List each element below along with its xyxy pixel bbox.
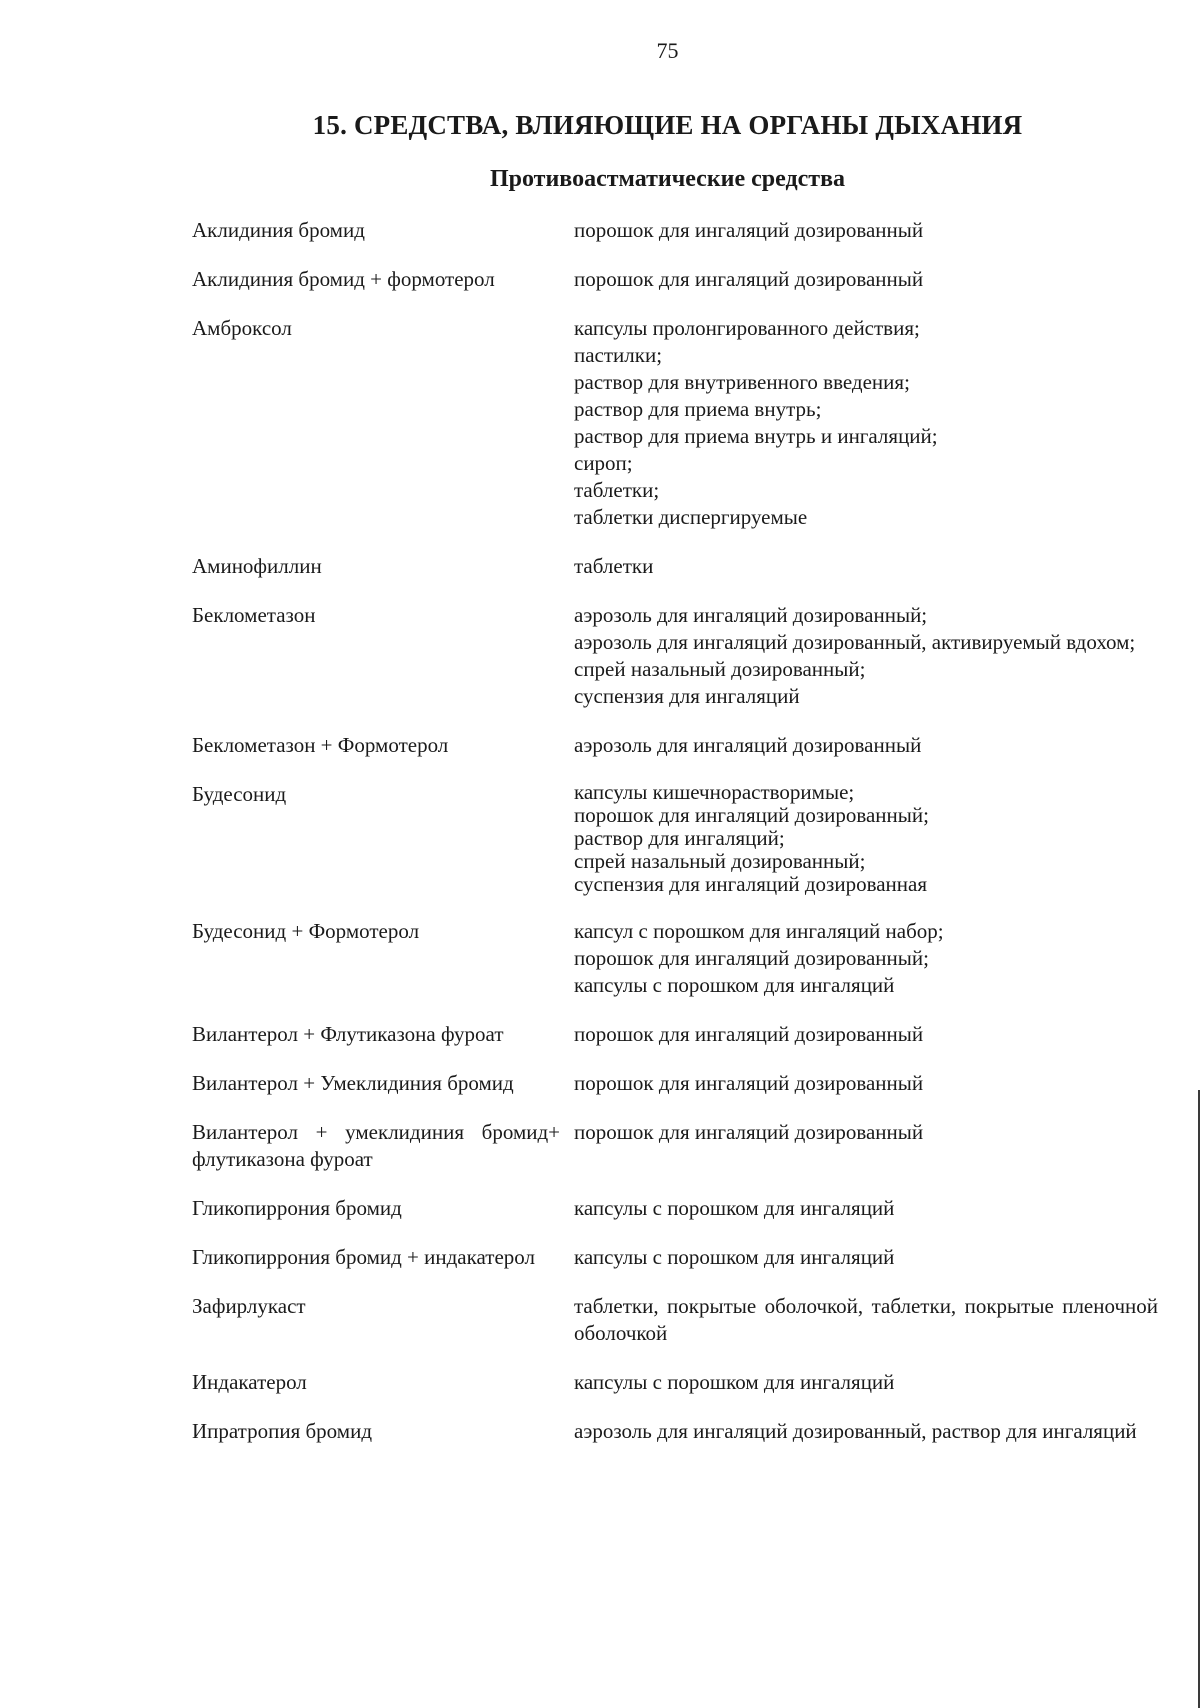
drug-entry bbox=[192, 1195, 1158, 1222]
drug-name: Вилантерол + умеклидиния бромид+ флутиказона фуроат bbox=[192, 1120, 560, 1171]
drug-entry bbox=[192, 1418, 1158, 1445]
dosage-form: аэрозоль для ингаляций дозированный, активируемый вдохом; bbox=[574, 630, 1136, 654]
drug-name: Будесонид bbox=[192, 782, 287, 806]
drug-name: Гликопиррония бромид bbox=[192, 1196, 402, 1220]
dosage-form: спрей назальный дозированный; bbox=[574, 849, 866, 873]
drug-name: Беклометазон bbox=[192, 603, 316, 627]
drug-name: Индакатерол bbox=[192, 1370, 307, 1394]
dosage-forms bbox=[574, 1369, 1158, 1396]
dosage-form: раствор для приема внутрь; bbox=[574, 397, 822, 421]
dosage-form: порошок для ингаляций дозированный; bbox=[574, 946, 929, 970]
dosage-form: суспензия для ингаляций дозированная bbox=[574, 872, 928, 896]
dosage-form: аэрозоль для ингаляций дозированный bbox=[574, 733, 922, 757]
section-title: 15. СРЕДСТВА, ВЛИЯЮЩИЕ НА ОРГАНЫ ДЫХАНИЯ bbox=[312, 110, 1023, 140]
drug-name: Ипратропия бромид bbox=[192, 1419, 372, 1443]
dosage-form: раствор для внутривенного введения; bbox=[574, 370, 910, 394]
dosage-forms bbox=[574, 1070, 1158, 1097]
dosage-forms bbox=[574, 1021, 1158, 1048]
drug-entry bbox=[192, 1021, 1158, 1048]
dosage-forms bbox=[574, 602, 1158, 710]
dosage-form: сироп; bbox=[574, 451, 633, 475]
dosage-forms bbox=[574, 781, 1158, 896]
drug-name: Вилантерол + Флутиказона фуроат bbox=[192, 1022, 504, 1046]
drug-entry bbox=[192, 1244, 1158, 1271]
drug-name: Аклидиния бромид bbox=[192, 218, 365, 242]
drug-name: Аминофиллин bbox=[192, 554, 322, 578]
drug-name: Вилантерол + Умеклидиния бромид bbox=[192, 1071, 514, 1095]
dosage-form: спрей назальный дозированный; bbox=[574, 657, 866, 681]
dosage-forms bbox=[574, 266, 1158, 293]
dosage-form: раствор для ингаляций; bbox=[574, 826, 785, 850]
dosage-form: порошок для ингаляций дозированный bbox=[574, 1120, 924, 1144]
drug-name: Амброксол bbox=[192, 316, 292, 340]
drug-entry bbox=[192, 1369, 1158, 1396]
dosage-forms bbox=[574, 1293, 1158, 1347]
subsection-title: Противоастматические средства bbox=[489, 166, 846, 192]
dosage-form: порошок для ингаляций дозированный bbox=[574, 267, 924, 291]
drug-name: Беклометазон + Формотерол bbox=[192, 733, 449, 757]
dosage-forms bbox=[574, 1244, 1158, 1271]
dosage-forms bbox=[574, 918, 1158, 999]
dosage-forms bbox=[574, 1195, 1158, 1222]
dosage-form: капсулы пролонгированного действия; bbox=[574, 316, 920, 340]
dosage-forms bbox=[574, 1418, 1158, 1445]
drug-entry bbox=[192, 315, 1158, 531]
dosage-forms bbox=[574, 1119, 1158, 1173]
dosage-form: порошок для ингаляций дозированный; bbox=[574, 803, 929, 827]
dosage-form: порошок для ингаляций дозированный bbox=[574, 1071, 924, 1095]
drug-entry bbox=[192, 1119, 1158, 1173]
dosage-form: капсул с порошком для ингаляций набор; bbox=[574, 919, 944, 943]
dosage-form: капсулы с порошком для ингаляций bbox=[574, 973, 895, 997]
dosage-form: аэрозоль для ингаляций дозированный; bbox=[574, 603, 928, 627]
dosage-form: суспензия для ингаляций bbox=[574, 684, 800, 708]
dosage-form: порошок для ингаляций дозированный bbox=[574, 218, 924, 242]
drug-entry bbox=[192, 266, 1158, 293]
dosage-form: капсулы с порошком для ингаляций bbox=[574, 1370, 895, 1394]
dosage-form: порошок для ингаляций дозированный bbox=[574, 1022, 924, 1046]
dosage-form: таблетки bbox=[574, 554, 654, 578]
drug-name: Зафирлукаст bbox=[192, 1294, 306, 1318]
drug-entry bbox=[192, 553, 1158, 580]
dosage-form: капсулы кишечнорастворимые; bbox=[574, 780, 855, 804]
drug-entry bbox=[192, 1070, 1158, 1097]
drug-entry bbox=[192, 781, 1158, 896]
dosage-form: таблетки, покрытые оболочкой, таблетки, покрытые пленочной оболочкой bbox=[574, 1294, 1158, 1345]
dosage-form: капсулы с порошком для ингаляций bbox=[574, 1196, 895, 1220]
dosage-form: таблетки диспергируемые bbox=[574, 505, 808, 529]
dosage-forms bbox=[574, 553, 1158, 580]
drug-list bbox=[192, 217, 1158, 1467]
dosage-form: капсулы с порошком для ингаляций bbox=[574, 1245, 895, 1269]
drug-name: Аклидиния бромид + формотерол bbox=[192, 267, 495, 291]
drug-entry bbox=[192, 602, 1158, 710]
drug-name: Гликопиррония бромид + индакатерол bbox=[192, 1245, 535, 1269]
dosage-form: таблетки; bbox=[574, 478, 660, 502]
drug-entry bbox=[192, 732, 1158, 759]
dosage-form: аэрозоль для ингаляций дозированный, раствор для ингаляций bbox=[574, 1419, 1137, 1443]
dosage-forms bbox=[574, 217, 1158, 244]
drug-entry bbox=[192, 217, 1158, 244]
page-number: 75 bbox=[656, 38, 679, 63]
dosage-forms bbox=[574, 315, 1158, 531]
drug-entry bbox=[192, 1293, 1158, 1347]
dosage-form: раствор для приема внутрь и ингаляций; bbox=[574, 424, 938, 448]
drug-name: Будесонид + Формотерол bbox=[192, 919, 420, 943]
dosage-form: пастилки; bbox=[574, 343, 663, 367]
dosage-forms bbox=[574, 732, 1158, 759]
drug-entry bbox=[192, 918, 1158, 999]
